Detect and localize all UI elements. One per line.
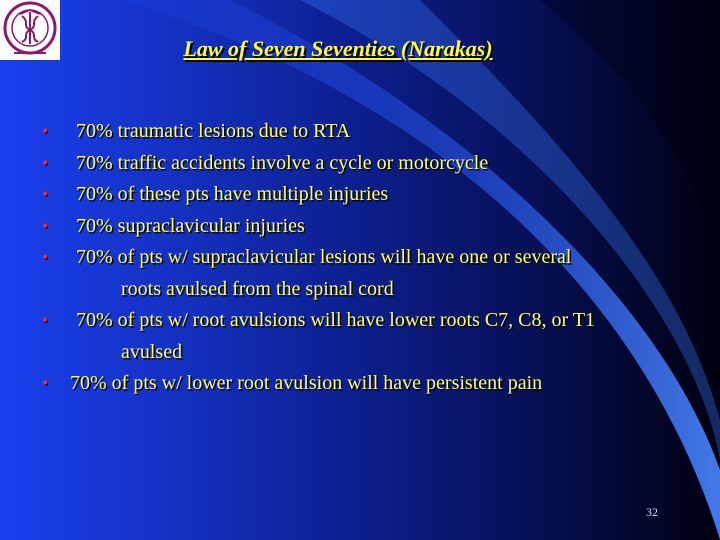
bullet-text: 70% supraclavicular injuries	[76, 214, 305, 237]
bullet-continuation: roots avulsed from the spinal cord	[121, 277, 394, 300]
bullet-item	[42, 242, 712, 305]
bullet-dot-icon: •	[42, 215, 49, 236]
bullet-dot-icon: •	[42, 373, 49, 393]
bullet-dot-icon: •	[42, 152, 49, 173]
bullet-dot-icon: •	[42, 247, 49, 267]
bullet-item	[42, 211, 712, 243]
bullet-continuation: avulsed	[121, 340, 183, 363]
bullet-item	[42, 148, 712, 180]
bullet-list	[42, 116, 712, 400]
bullet-item	[42, 116, 712, 148]
bullet-dot-icon: •	[42, 121, 49, 141]
bullet-dot-icon: •	[42, 310, 49, 330]
bullet-item	[42, 179, 712, 211]
bullet-text: 70% of pts w/ root avulsions will have lower roots C7, C8, or T1	[76, 309, 596, 331]
bullet-text: 70% traumatic lesions due to RTA	[76, 120, 351, 142]
bullet-text: 70% of these pts have multiple injuries	[76, 183, 389, 205]
bullet-text: 70% traffic accidents involve a cycle or motorcycle	[76, 151, 489, 174]
bullet-text: 70% of pts w/ lower root avulsion will have persistent pain	[70, 372, 543, 394]
bullet-item	[42, 305, 712, 368]
bullet-text: 70% of pts w/ supraclavicular lesions will have one or several	[76, 246, 572, 268]
bullet-item	[42, 368, 712, 400]
slide-title: Law of Seven Seventies (Narakas)	[183, 36, 493, 61]
bullet-dot-icon: •	[42, 184, 49, 204]
page-number: 32	[646, 505, 658, 519]
